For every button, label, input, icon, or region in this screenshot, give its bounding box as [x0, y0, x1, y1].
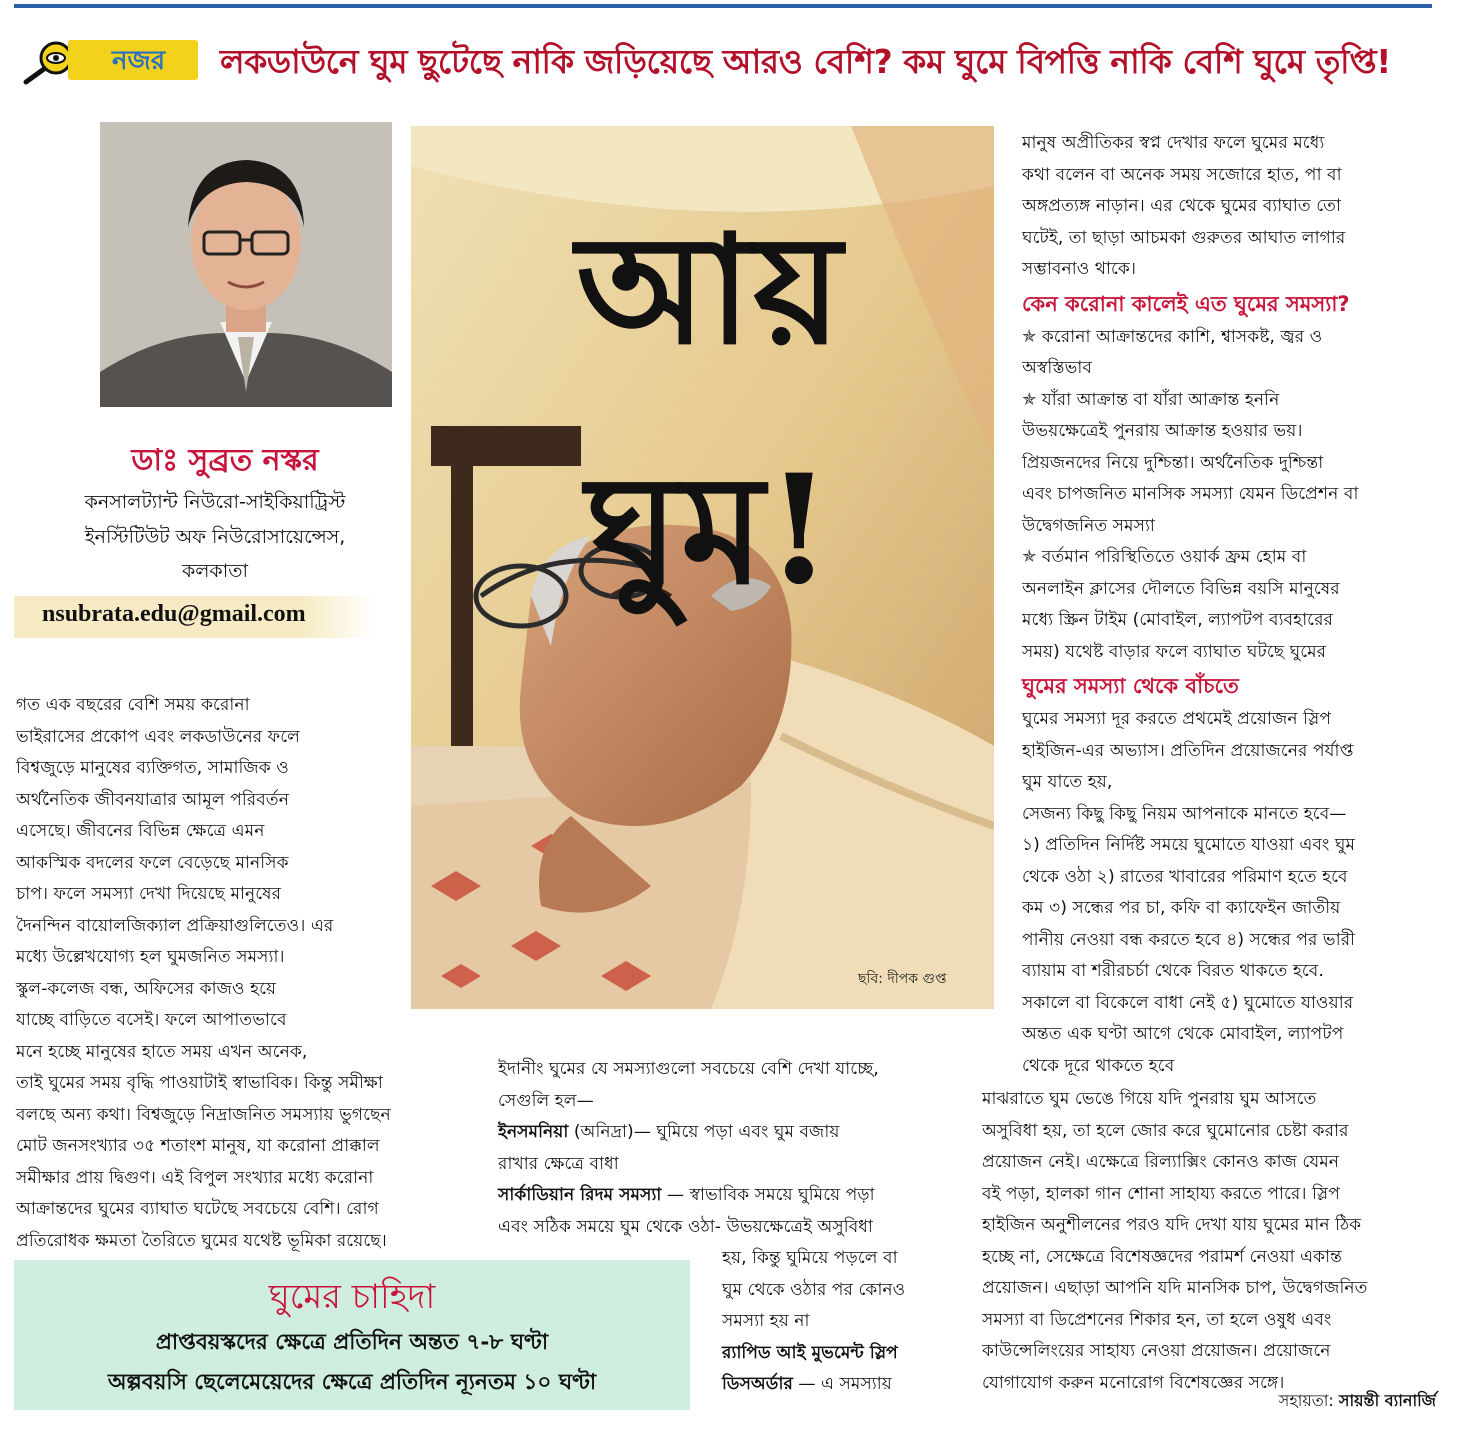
text-line: হাইজিন অনুশীলনের পরও যদি দেখা যায় ঘুমের মান ঠিক [982, 1215, 1362, 1235]
bullet-item [1022, 385, 1426, 417]
text-line: মোট জনসংখ্যার ৩৫ শতাংশ মানুষ, যা করোনা প্রাক্কাল [16, 1136, 380, 1156]
text-line: বই পড়া, হালকা গান শোনা সাহায্য করতে পারে। স্লিপ [982, 1183, 1340, 1204]
text-fragment: (অনিদ্রা)— ঘুমিয়ে পড়া এবং ঘুম বজায় [568, 1122, 840, 1142]
term-circadian: সার্কাডিয়ান রিদম সমস্যা [498, 1185, 662, 1205]
text-line: সকালে বা বিকেলে বাধা নেই ৫) ঘুমোতে যাওয়ার [1022, 992, 1354, 1013]
text-line: থেকে দূরে থাকতে হবে [1022, 1055, 1175, 1076]
text-line: গত এক বছরের বেশি সময় করোনা [16, 695, 250, 715]
text-line: আকস্মিক বদলের ফলে বেড়েছে মানসিক [16, 852, 289, 873]
assist-name: সায়ন্তী ব্যানার্জি [1338, 1391, 1436, 1410]
text-line: সম্ভাবনাও থাকে। [1022, 259, 1137, 279]
text-line: ইদানীং ঘুমের যে সমস্যাগুলো সবচেয়ে বেশি দেখা যাচ্ছে, [498, 1059, 879, 1079]
text-line: কাউন্সেলিংয়ের সাহায্য নেওয়া প্রয়োজন। প্রয়োজনে [982, 1341, 1331, 1361]
text-line: হচ্ছে না, সেক্ষেত্রে বিশেষজ্ঞদের পরামর্শ নেওয়া একান্ত [982, 1246, 1343, 1267]
text-line: মনে হচ্ছে মানুষের হাতে সময় এখন অনেক, [16, 1041, 308, 1062]
text-line: প্রয়োজন। এছাড়া আপনি যদি মানসিক চাপ, উদ্বেগজনিত [982, 1278, 1368, 1298]
star-bullet-icon: ✯ [1022, 389, 1037, 410]
text-line: প্রয়োজন নেই। এক্ষেত্রে রিল্যাক্সিং কোনও কাজ যেমন [982, 1152, 1340, 1172]
subheading-corona-sleep: কেন করোনা কালেই এত ঘুমের সমস্যা? [1022, 291, 1350, 316]
text-line: ব্যায়াম বা শরীরচর্চা থেকে বিরত থাকতে হবে. [1022, 961, 1324, 981]
text-line: স্কুল-কলেজ বন্ধ, অফিসের কাজও হয়ে [16, 978, 277, 999]
text-line: থেকে ওঠা ২) রাতের খাবারের পরিমাণ হতে হবে [1022, 866, 1348, 887]
text-line: রাখার ক্ষেত্রে বাধা [498, 1153, 619, 1174]
text-line: যোগাযোগ করুন মনোরোগ বিশেষজ্ঞের সঙ্গে। [982, 1372, 1285, 1393]
author-city: কলকাতা [181, 560, 249, 582]
text-line: প্রতিরোধক ক্ষমতা তৈরিতে ঘুমের যথেষ্ট ভূমিকা রয়েছে। [16, 1230, 387, 1251]
text-line: মধ্যে উল্লেখযোগ্য হল ঘুমজনিত সমস্যা। [16, 947, 285, 967]
section-label: নজর [112, 46, 166, 76]
insomnia-item [498, 1117, 938, 1149]
text-fragment: বর্তমান পরিস্থিতিতে ওয়ার্ক ফ্রম হোম বা [1041, 547, 1307, 567]
text-line: এবং চাপজনিত মানসিক সমস্যা যেমন ডিপ্রেশন বা [1022, 484, 1359, 504]
photo-credit: ছবি: দীপক গুপ্ত [858, 971, 947, 987]
text-line: হয়, কিন্তু ঘুমিয়ে পড়লে বা [722, 1248, 898, 1268]
top-rule [14, 4, 1432, 8]
text-line: দৈনন্দিন বায়োলজিক্যাল প্রক্রিয়াগুলিতেও। এর [16, 915, 334, 936]
term-insomnia: ইনসমনিয়া [498, 1122, 569, 1142]
text-line: ভাইরাসের প্রকোপ এবং লকডাউনের ফলে [16, 726, 300, 747]
star-bullet-icon: ✯ [1022, 326, 1037, 347]
author-email[interactable]: nsubrata.edu@gmail.com [42, 601, 306, 627]
text-fragment: — স্বাভাবিক সময়ে ঘুমিয়ে পড়া [661, 1185, 875, 1205]
text-fragment: যাঁরা আক্রান্ত বা যাঁরা আক্রান্ত হননি [1041, 389, 1280, 410]
section-logo [20, 36, 200, 86]
sleep-needs-title: ঘুমের চাহিদা [268, 1277, 436, 1317]
text-line: মানুষ অপ্রীতিকর স্বপ্ন দেখার ফলে ঘুমের মধ্যে [1022, 133, 1325, 153]
text-line: প্রিয়জনদের নিয়ে দুশ্চিন্তা। অর্থনৈতিক দুশ্চিন্তা [1022, 452, 1324, 473]
feature-title: আয় ঘুম! [576, 202, 844, 618]
text-line: অসুবিধা হয়, তা হলে জোর করে ঘুমোনোর চেষ্টা করার [982, 1120, 1349, 1141]
text-line: এসেছে। জীবনের বিভিন্ন ক্ষেত্রে এমন [16, 821, 265, 841]
text-line: পানীয় নেওয়া বন্ধ করতে হবে ৪) সন্ধের পর ভারী [1022, 929, 1356, 950]
text-line: সময়) যথেষ্ট বাড়ার ফলে ব্যাঘাত ঘটছে ঘুমের [1022, 641, 1327, 662]
author-institute: ইনস্টিটিউট অফ নিউরোসায়েন্সেস, [84, 526, 346, 548]
assist-credit [1200, 1388, 1436, 1415]
right-column [1022, 128, 1426, 1082]
text-line: সমস্যা হয় না [722, 1311, 810, 1331]
text-line: সেজন্য কিছু কিছু নিয়ম আপনাকে মানতে হবে— [1022, 803, 1347, 824]
text-line: সমস্যা বা ডিপ্রেশনের শিকার হন, তা হলে ওষুধ এবং [982, 1309, 1332, 1330]
author-title: কনসালট্যান্ট নিউরো-সাইকিয়াট্রিস্ট [84, 491, 346, 513]
text-line: আক্রান্তদের ঘুমের ব্যাঘাত ঘটেছে সবচেয়ে বেশি। রোগ [16, 1199, 379, 1219]
text-line: চাপ। ফলে সমস্যা দেখা দিয়েছে মানুষের [16, 884, 282, 904]
headline: লকডাউনে ঘুম ছুটেছে নাকি জড়িয়েছে আরও বেশি? কম ঘুমে বিপত্তি নাকি বেশি ঘুমে তৃপ্তি! [220, 42, 1391, 81]
text-line: কম ৩) সন্ধের পর চা, কফি বা ক্যাফেইন জাতীয় [1022, 898, 1341, 918]
text-line: বিশ্বজুড়ে মানুষের ব্যক্তিগত, সামাজিক ও [16, 758, 289, 778]
sleep-needs-adults: প্রাপ্তবয়স্কদের ক্ষেত্রে প্রতিদিন অন্তত ৭-৮ ঘণ্টা [155, 1330, 549, 1355]
bullet-item [1022, 322, 1426, 354]
assist-label: সহায়তা: [1278, 1391, 1334, 1410]
text-line: সেগুলি হল— [498, 1090, 594, 1111]
subheading-prevention: ঘুমের সমস্যা থেকে বাঁচতে [1022, 674, 1239, 698]
term-rem-2: ডিসঅর্ডার [722, 1374, 793, 1394]
text-line: অর্থনৈতিক জীবনযাত্রার আমূল পরিবর্তন [16, 789, 289, 810]
text-line: এবং সঠিক সময়ে ঘুম থেকে ওঠা- উভয়ক্ষেত্রেই অসুবিধা [498, 1216, 873, 1237]
author-portrait [100, 122, 392, 407]
right-bottom-column [982, 1084, 1436, 1399]
text-line: অস্বস্তিভাব [1022, 358, 1092, 378]
circadian-item [498, 1180, 938, 1212]
text-fragment: — এ সমস্যায় [792, 1374, 892, 1394]
text-fragment: করোনা আক্রান্তদের কাশি, শ্বাসকষ্ট, জ্বর ও [1041, 326, 1323, 347]
author-name: ডাঃ সুব্রত নস্কর [131, 443, 319, 478]
text-line: মাঝরাতে ঘুম ভেঙে গিয়ে যদি পুনরায় ঘুম আসতে [982, 1089, 1317, 1109]
text-line: মধ্যে স্ক্রিন টাইম (মোবাইল, ল্যাপটপ ব্যবহারের [1022, 610, 1334, 630]
text-line: ঘটেই, তা ছাড়া আচমকা গুরুতর আঘাত লাগার [1022, 227, 1346, 248]
text-line: ১) প্রতিদিন নির্দিষ্ট সময়ে ঘুমোতে যাওয়া এবং ঘুম [1022, 835, 1356, 855]
intro-column [16, 690, 458, 1257]
text-line: কথা বলেন বা অনেক সময় সজোরে হাত, পা বা [1022, 164, 1342, 185]
text-line: বলছে অন্য কথা। বিশ্বজুড়ে নিদ্রাজনিত সমস্যায় ভুগছেন [16, 1104, 391, 1125]
text-line: তাই ঘুমের সময় বৃদ্ধি পাওয়াটাই স্বাভাবিক। কিন্তু সমীক্ষা [16, 1073, 383, 1093]
text-line: উভয়ক্ষেত্রেই পুনরায় আক্রান্ত হওয়ার ভয়। [1022, 421, 1303, 441]
text-line: অঙ্গপ্রত্যঙ্গ নাড়ান। এর থেকে ঘুমের ব্যাঘাত তো [1022, 196, 1342, 216]
text-line: সমীক্ষার প্রায় দ্বিগুণ। এই বিপুল সংখ্যার মধ্যে করোনা [16, 1167, 374, 1188]
term-rem: র‍্যাপিড আই মুভমেন্ট স্লিপ [722, 1342, 898, 1363]
text-line: ঘুমের সমস্যা দূর করতে প্রথমেই প্রয়োজন স্লিপ [1022, 709, 1332, 729]
text-line: ঘুম থেকে ওঠার পর কোনও [722, 1279, 906, 1300]
text-line: যাচ্ছে বাড়িতে বসেই। ফলে আপাতভাবে [16, 1010, 287, 1030]
text-line: ঘুম যাতে হয়, [1022, 772, 1113, 792]
sleep-needs-children: অল্পবয়সি ছেলেমেয়েদের ক্ষেত্রে প্রতিদিন ন্যূনতম ১০ ঘণ্টা [107, 1370, 597, 1395]
text-line: হাইজিন-এর অভ্যাস। প্রতিদিন প্রয়োজনের পর্যাপ্ত [1022, 740, 1354, 761]
star-bullet-icon: ✯ [1022, 547, 1037, 567]
text-line: অন্তত এক ঘণ্টা আগে থেকে মোবাইল, ল্যাপটপ [1022, 1024, 1344, 1044]
bullet-item [1022, 542, 1426, 574]
text-line: অনলাইন ক্লাসের দৌলতে বিভিন্ন বয়সি মানুষের [1022, 578, 1340, 599]
text-line: উদ্বেগজনিত সমস্যা [1022, 515, 1155, 536]
